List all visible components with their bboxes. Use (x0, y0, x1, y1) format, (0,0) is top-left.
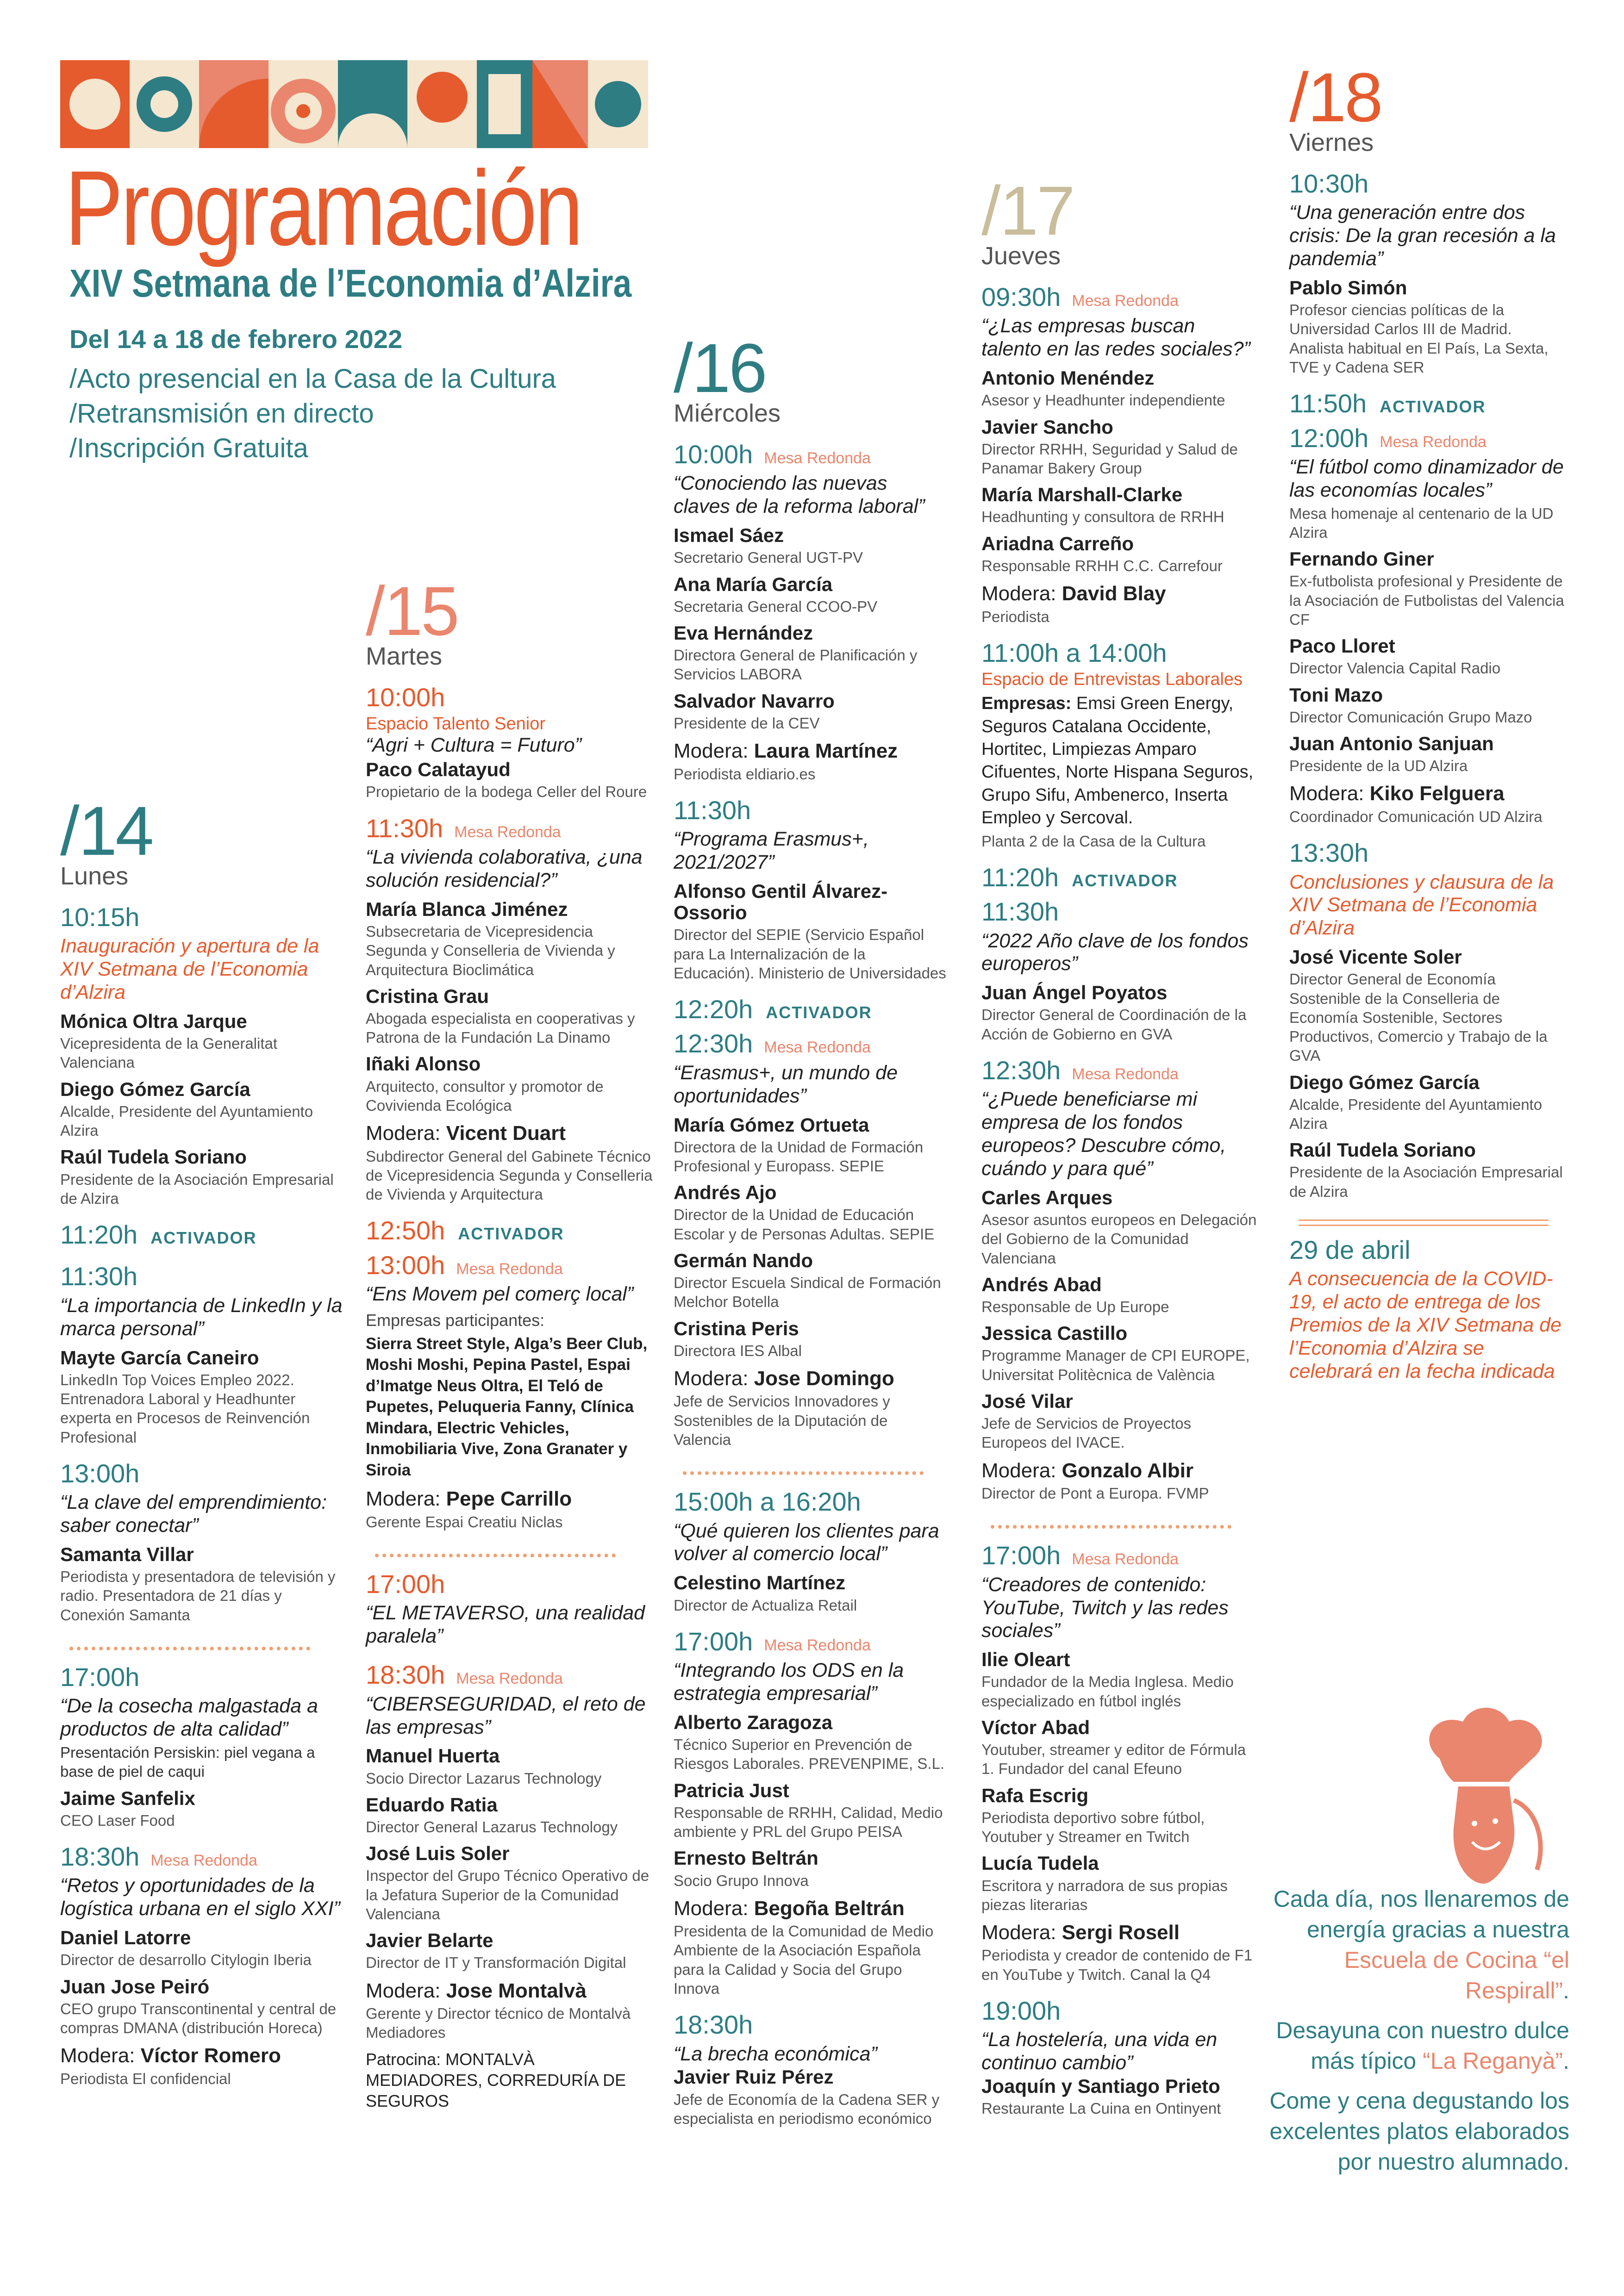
day-header (674, 329, 947, 407)
session-time: 12:50h ACTIVADOR (366, 1216, 564, 1245)
moderator: Modera: Kiko Felguera (1289, 782, 1505, 805)
day-name: Miércoles (674, 399, 781, 427)
session-title: “CIBERSEGURIDAD, el reto de las empresas” (366, 1692, 646, 1738)
moderator-role: Subdirector General del Gabinete Técnico de Vicepresidencia Segunda y Conselleria de Vivienda y Arquitectura (366, 1147, 653, 1203)
day-column-18 (1289, 58, 1567, 1383)
speaker-role: Director Valencia Capital Radio (1289, 660, 1501, 677)
info-line-stream: /Retransmisión en directo (69, 398, 374, 429)
speaker-name: Raúl Tudela Soriano (1289, 1139, 1476, 1161)
speaker-name: Juan Ángel Poyatos (981, 982, 1168, 1004)
session-time: 10:00h Mesa Redonda (674, 440, 871, 469)
chef-illustration (1407, 1703, 1565, 1893)
session-title: “Qué quieren los clientes para volver al comercio local” (674, 1519, 939, 1565)
mesa-redonda-tag: Mesa Redonda (456, 1260, 563, 1278)
session-subtitle: Espacio de Entrevistas Laborales (981, 670, 1243, 690)
speaker-name: Andrés Ajo (674, 1182, 777, 1204)
event-subtitle: XIV Setmana de l’Economia d’Alzira (69, 261, 632, 305)
speaker-role: Director de Actualiza Retail (674, 1596, 857, 1614)
speaker-role: Socio Director Lazarus Technology (366, 1769, 602, 1787)
day-header (981, 172, 1259, 249)
speaker-role: Programme Manager de CPI EUROPE, Universitat Politècnica de València (981, 1347, 1250, 1383)
speaker-name: Rafa Escrig (981, 1784, 1089, 1806)
session-title: “De la cosecha malgastada a productos de alta calidad” (60, 1695, 318, 1741)
speaker-name: Paco Calatayud (366, 759, 511, 781)
day-header (366, 572, 653, 650)
session-time: 13:30h (1289, 838, 1369, 868)
speaker-role: Director General de Economía Sostenible de la Conselleria de Economía Sostenible, Sectores Productivos, Comercio y Trabajo de la GVA (1289, 971, 1548, 1064)
session-title: “Integrando los ODS en la estrategia empresarial” (674, 1659, 904, 1705)
speaker-role: Directora de la Unidad de Formación Profesional y Europass. SEPIE (674, 1138, 924, 1175)
moderator-role: Presidenta de la Comunidad de Medio Ambiente de la Asociación Española para la Calidad y Socia del Grupo Innova (674, 1923, 934, 1997)
session-time: 11:20h ACTIVADOR (981, 862, 1178, 892)
mesa-redonda-tag: Mesa Redonda (1380, 433, 1487, 451)
divider (69, 1647, 310, 1650)
speaker-name: Juan Jose Peiró (60, 1975, 210, 1997)
session-time: 12:30h Mesa Redonda (981, 1055, 1179, 1085)
speaker-role: Arquitecto, consultor y promotor de Covivienda Ecológica (366, 1077, 604, 1114)
speaker-name: Javier Ruiz Pérez (674, 2066, 834, 2088)
speaker-name: Cristina Peris (674, 1317, 799, 1339)
speaker-name: Víctor Abad (981, 1716, 1090, 1738)
moderator: Modera: Víctor Romero (60, 2044, 281, 2067)
speaker-role: Ex-futbolista profesional y Presidente de la Asociación de Futbolistas del Valencia CF (1289, 572, 1564, 628)
speaker-role: Director General de Coordinación de la Acción de Gobierno en GVA (981, 1006, 1247, 1043)
speaker-name: José Luis Soler (366, 1842, 510, 1865)
speaker-role: Responsable de RRHH, Calidad, Medio ambiente y PRL del Grupo PEISA (674, 1804, 943, 1841)
speaker-name: Javier Belarte (366, 1929, 493, 1952)
speaker-role: Abogada especialista en cooperativas y Patrona de la Fundación La Dinamo (366, 1009, 635, 1046)
speaker-role: Jefe de Economía de la Cadena SER y especialista en periodismo económico (674, 2091, 940, 2127)
activador-badge: ACTIVADOR (1072, 871, 1178, 890)
moderator: Modera: Jose Domingo (674, 1367, 894, 1390)
divider (375, 1554, 616, 1557)
speaker-role: CEO grupo Transcontinental y central de compras DMANA (distribución Horeca) (60, 2000, 337, 2036)
moderator-role: Periodista eldiario.es (674, 765, 816, 783)
speaker-role: Presidente de la Asociación Empresarial de Alzira (1289, 1164, 1563, 1200)
speaker-name: Ernesto Beltrán (674, 1847, 818, 1869)
session-time: 09:30h Mesa Redonda (981, 282, 1179, 311)
speaker-name: Fernando Giner (1289, 548, 1434, 570)
speaker-name: Eva Hernández (674, 622, 813, 644)
divider (991, 1525, 1231, 1529)
moderator-role: Coordinador Comunicación UD Alzira (1289, 808, 1543, 825)
speaker-role: Fundador de la Media Inglesa. Medio especializado en fútbol inglés (981, 1673, 1234, 1710)
speaker-role: Presidente de la CEV (674, 714, 820, 732)
speaker-role: Headhunting y consultora de RRHH (981, 508, 1224, 526)
day-slash: / (674, 329, 691, 407)
speaker-role: Presidente de la UD Alzira (1289, 757, 1468, 775)
speaker-role: Asesor y Headhunter independiente (981, 392, 1225, 409)
session-time: 10:30h (1289, 169, 1369, 198)
session-subtitle: Espacio Talento Senior (366, 714, 545, 734)
session-title: “Erasmus+, un mundo de oportunidades” (674, 1061, 898, 1107)
speaker-name: Ismael Sáez (674, 524, 784, 547)
speaker-name: María Blanca Jiménez (366, 898, 568, 920)
activador-badge: ACTIVADOR (766, 1003, 872, 1022)
speaker-role: Profesor ciencias políticas de la Universidad Carlos III de Madrid. Analista habitual en El País, La Sexta, TVE y Cadena SER (1289, 301, 1549, 376)
speaker-role: Propietario de la bodega Celler del Roure (366, 783, 647, 801)
speaker-name: Andrés Abad (981, 1273, 1102, 1295)
session-time: 11:30h (60, 1262, 138, 1291)
kitchen-paragraph-2: Desayuna con nuestro dulce más típico “La Reganyà”. (1276, 2017, 1569, 2074)
speaker-name: Joaquín y Santiago Prieto (981, 2075, 1220, 2097)
session-title: “La brecha económica” (674, 2042, 877, 2065)
companies: Empresas: Emsi Green Energy, Seguros Catalana Occidente, Hortitec, Limpiezas Amparo Cifuentes, Norte Hispana Seguros, Grupo Sifu, Ambenerco, Inserta Empleo y Sercoval. (981, 694, 1254, 828)
moderator: Modera: Vicent Duart (366, 1122, 566, 1145)
day-name: Lunes (60, 862, 129, 890)
session-time: 15:00h a 16:20h (674, 1487, 861, 1517)
mesa-redonda-tag: Mesa Redonda (764, 449, 871, 467)
sweet-name: “La Reganyà” (1423, 2048, 1563, 2074)
speaker-role: Directora General de Planificación y Servicios LABORA (674, 647, 918, 683)
speaker-role: Presidente de la Asociación Empresarial de Alzira (60, 1170, 334, 1207)
day-column-15 (366, 572, 653, 2111)
school-name: Escuela de Cocina “el Respirall” (1344, 1947, 1569, 2004)
moderator: Modera: Gonzalo Albir (981, 1459, 1194, 1482)
session-title: “Una generación entre dos crisis: De la gran recesión a la pandemia” (1289, 201, 1556, 270)
sponsor: Patrocina: MONTALVÀ MEDIADORES, CORREDURÍA DE SEGUROS (366, 2049, 626, 2110)
day-name: Martes (366, 642, 443, 670)
speaker-role: Director del SEPIE (Servicio Español para La Internalización de la Educación). Ministerio de Universidades (674, 926, 946, 982)
session-time: 12:00h Mesa Redonda (1289, 423, 1487, 453)
moderator-role: Gerente y Director técnico de Montalvà Mediadores (366, 2005, 631, 2041)
speaker-name: Cristina Grau (366, 985, 489, 1007)
event-dates: Del 14 a 18 de febrero 2022 (69, 324, 403, 354)
session-title: “¿Puede beneficiarse mi empresa de los fondos europeos? Descubre cómo, cuándo y para qué” (981, 1088, 1226, 1180)
speaker-name: Ilie Oleart (981, 1649, 1070, 1671)
award-notice: A consecuencia de la COVID-19, el acto de entrega de los Premios de la XIV Setmana de l’Economia d’Alzira se celebrará en la fecha indicada (1289, 1268, 1562, 1382)
speaker-role: Vicepresidenta de la Generalitat Valenciana (60, 1035, 278, 1071)
session-time: 17:00h (60, 1662, 140, 1692)
speaker-role: Alcalde, Presidente del Ayuntamiento Alzira (60, 1102, 313, 1139)
session-title: “2022 Año clave de los fondos europeros” (981, 929, 1249, 975)
info-line-free: /Inscripción Gratuita (69, 433, 308, 463)
session-title: “Conociendo las nuevas claves de la reforma laboral” (674, 472, 925, 518)
speaker-name: Iñaki Alonso (366, 1053, 481, 1075)
session-description: Presentación Persiskin: piel vegana a base de piel de caqui (60, 1744, 315, 1780)
kitchen-info (1241, 1884, 1569, 2177)
participants-label: Empresas participantes: (366, 1310, 545, 1330)
speaker-role: Youtuber, streamer y editor de Fórmula 1. Fundador del canal Efeuno (981, 1741, 1246, 1778)
mesa-redonda-tag: Mesa Redonda (1072, 1065, 1179, 1083)
speaker-role: Director Comunicación Grupo Mazo (1289, 708, 1532, 726)
speaker-name: Mayte García Caneiro (60, 1346, 259, 1369)
moderator-role: Jefe de Servicios Innovadores y Sostenibles de la Diputación de Valencia (674, 1393, 890, 1448)
speaker-name: Lucía Tudela (981, 1852, 1099, 1874)
session-time: 17:00h Mesa Redonda (981, 1541, 1179, 1570)
session-time: 11:30h Mesa Redonda (366, 813, 561, 843)
speaker-name: José Vicente Soler (1289, 946, 1462, 968)
speaker-role: Jefe de Servicios de Proyectos Europeos del IVACE. (981, 1415, 1192, 1451)
session-time: 18:30h Mesa Redonda (60, 1842, 257, 1871)
speaker-role: Responsable RRHH C.C. Carrefour (981, 557, 1223, 574)
activador-badge: ACTIVADOR (150, 1228, 257, 1248)
day-column-16 (674, 329, 947, 2128)
mesa-redonda-tag: Mesa Redonda (150, 1851, 257, 1869)
session-title: Conclusiones y clausura de la XIV Setmana de l’Economia d’Alzira (1289, 871, 1554, 940)
speaker-name: Jaime Sanfelix (60, 1787, 195, 1809)
session-time: 10:00h (366, 683, 445, 712)
session-time: 11:50h ACTIVADOR (1289, 389, 1486, 418)
speaker-name: Alfonso Gentil Álvarez-Ossorio (674, 880, 888, 924)
info-line-venue: /Acto presencial en la Casa de la Cultura (69, 364, 556, 394)
day-number: 18 (1307, 58, 1381, 136)
mesa-redonda-tag: Mesa Redonda (1072, 1550, 1179, 1568)
session-title: “¿Las empresas buscan talento en las redes sociales?” (981, 315, 1250, 361)
activador-badge: ACTIVADOR (458, 1224, 564, 1244)
kitchen-paragraph-1: Cada día, nos llenaremos de energía gracias a nuestra Escuela de Cocina “el Respirall”. (1273, 1886, 1569, 2004)
moderator: Modera: Jose Montalvà (366, 1979, 587, 2002)
speaker-role: Restaurante La Cuina en Ontinyent (981, 2100, 1221, 2117)
speaker-role: Asesor asuntos europeos en Delegación del Gobierno de la Comunidad Valenciana (981, 1211, 1257, 1267)
activador-badge: ACTIVADOR (1380, 397, 1486, 417)
speaker-name: Eduardo Ratia (366, 1793, 498, 1816)
session-title: “La hostelería, una vida en continuo cambio” (981, 2028, 1218, 2074)
moderator: Modera: Begoña Beltrán (674, 1897, 905, 1920)
moderator-role: Gerente Espai Creatiu Niclas (366, 1513, 563, 1531)
logo (60, 60, 648, 148)
speaker-name: Alberto Zaragoza (674, 1711, 833, 1733)
speaker-role: Director de la Unidad de Educación Escolar y de Personas Adultas. SEPIE (674, 1206, 935, 1243)
speaker-name: Ana María García (674, 573, 833, 595)
speaker-role: Alcalde, Presidente del Ayuntamiento Alzira (1289, 1095, 1543, 1132)
speaker-name: Patricia Just (674, 1779, 789, 1801)
speaker-role: Responsable de Up Europe (981, 1298, 1169, 1315)
speaker-name: Javier Sancho (981, 416, 1113, 438)
speaker-name: Toni Mazo (1289, 684, 1383, 706)
participants-list: Sierra Street Style, Alga’s Beer Club, Moshi Moshi, Pepina Pastel, Espai d’Imatge Neus Oltra, El Teló de Pupetes, Peluqueria Fanny, Clínica Mindara, Electric Vehicles, Inmobiliaria Vive, Zona Granater y Siroia (366, 1334, 648, 1479)
speaker-role: Escritora y narradora de sus propias piezas literarias (981, 1877, 1228, 1913)
day-number: 17 (999, 172, 1074, 249)
speaker-role: CEO Laser Food (60, 1811, 175, 1829)
session-title: “El fútbol como dinamizador de las economías locales” (1289, 455, 1564, 501)
day-slash: / (60, 792, 78, 870)
moderator-role: Periodista (981, 608, 1049, 625)
speaker-name: Pablo Simón (1289, 277, 1407, 299)
session-description: Mesa homenaje al centenario de la UD Alzira (1289, 504, 1554, 541)
speaker-name: Antonio Menéndez (981, 367, 1155, 389)
session-time: 12:20h ACTIVADOR (674, 995, 872, 1024)
day-slash: / (981, 172, 999, 249)
session-title: “Agri + Cultura = Futuro” (366, 734, 582, 757)
session-time: 18:30h (674, 2010, 753, 2040)
double-divider (1299, 1220, 1549, 1226)
logo-graphic (60, 60, 648, 148)
page-title: Programación (65, 149, 581, 268)
session-title: “La vivienda colaborativa, ¿una solución residencial?” (366, 846, 643, 891)
speaker-role: Técnico Superior en Prevención de Riesgos Laborales. PREVENPIME, S.L. (674, 1736, 945, 1773)
speaker-role: Secretaria General CCOO-PV (674, 597, 878, 615)
speaker-role: LinkedIn Top Voices Empleo 2022. Entrenadora Laboral y Headhunter experta en Procesos de Reinvención Profesional (60, 1371, 310, 1446)
speaker-role: Periodista y presentadora de televisión y radio. Presentadora de 21 días y Conexión Samanta (60, 1568, 336, 1624)
session-time: 12:30h Mesa Redonda (674, 1029, 871, 1058)
moderator: Modera: Sergi Rosell (981, 1921, 1180, 1944)
day-number: 16 (692, 329, 766, 407)
speaker-role: Director de desarrollo Citylogin Iberia (60, 1951, 312, 1969)
moderator-role: Periodista El confidencial (60, 2070, 231, 2087)
day-number: 15 (384, 572, 458, 650)
speaker-name: Ariadna Carreño (981, 532, 1134, 554)
speaker-name: María Marshall-Clarke (981, 484, 1183, 506)
speaker-role: Director General Lazarus Technology (366, 1818, 618, 1836)
day-number: 14 (78, 792, 152, 870)
session-title: “Creadores de contenido: YouTube, Twitch y las redes sociales” (981, 1573, 1229, 1642)
speaker-name: Diego Gómez García (60, 1078, 250, 1100)
session-location: Planta 2 de la Casa de la Cultura (981, 832, 1206, 850)
speaker-name: Celestino Martínez (674, 1572, 846, 1594)
day-name: Viernes (1289, 129, 1374, 156)
speaker-name: Daniel Latorre (60, 1927, 191, 1949)
speaker-role: Inspector del Grupo Técnico Operativo de la Jefatura Superior de la Comunidad Valenciana (366, 1867, 650, 1923)
day-header (1289, 58, 1567, 136)
session-title: “EL METAVERSO, una realidad paralela” (366, 1602, 645, 1648)
day-name: Jueves (981, 242, 1061, 270)
speaker-role: Director de IT y Transformación Digital (366, 1954, 626, 1972)
mesa-redonda-tag: Mesa Redonda (456, 1670, 563, 1688)
session-title: “Programa Erasmus+, 2021/2027” (674, 828, 869, 874)
speaker-role: Socio Grupo Innova (674, 1872, 809, 1889)
session-title: “Retos y oportunidades de la logística urbana en el siglo XXI” (60, 1874, 340, 1920)
speaker-name: Samanta Villar (60, 1543, 194, 1565)
day-column-14 (60, 792, 343, 2088)
mesa-redonda-tag: Mesa Redonda (1072, 292, 1179, 310)
session-time: 18:30h Mesa Redonda (366, 1660, 563, 1690)
speaker-name: Jessica Castillo (981, 1322, 1128, 1344)
day-column-17 (981, 172, 1259, 2118)
speaker-role: Secretario General UGT-PV (674, 549, 863, 566)
session-time: 11:00h a 14:00h (981, 638, 1167, 667)
moderator: Modera: Laura Martínez (674, 740, 898, 763)
mesa-redonda-tag: Mesa Redonda (454, 823, 561, 841)
speaker-name: Salvador Navarro (674, 690, 835, 712)
speaker-name: Juan Antonio Sanjuan (1289, 733, 1494, 755)
speaker-name: Germán Nando (674, 1249, 813, 1271)
session-title: “Ens Movem pel comerç local” (366, 1283, 634, 1306)
day-slash: / (366, 572, 383, 650)
day-slash: / (1289, 58, 1307, 136)
moderator-role: Director de Pont a Europa. FVMP (981, 1485, 1209, 1502)
speaker-name: Carles Arques (981, 1186, 1113, 1208)
speaker-name: Manuel Huerta (366, 1745, 500, 1767)
chef-icon (1407, 1703, 1565, 1893)
session-time: 11:30h (674, 795, 751, 825)
session-time: 11:20h ACTIVADOR (60, 1220, 257, 1250)
divider (683, 1471, 924, 1475)
moderator-role: Periodista y creador de contenido de F1 en YouTube y Twitch. Canal la Q4 (981, 1947, 1253, 1983)
speaker-role: Directora IES Albal (674, 1342, 802, 1359)
speaker-role: Director Escuela Sindical de Formación Melchor Botella (674, 1274, 941, 1311)
moderator: Modera: David Blay (981, 582, 1166, 605)
speaker-name: María Gómez Ortueta (674, 1114, 869, 1136)
speaker-role: Director RRHH, Seguridad y Salud de Panamar Bakery Group (981, 440, 1238, 477)
moderator: Modera: Pepe Carrillo (366, 1487, 572, 1511)
speaker-name: Paco Lloret (1289, 635, 1395, 657)
award-date: 29 de abril (1289, 1235, 1411, 1264)
session-title: “La importancia de LinkedIn y la marca personal” (60, 1294, 343, 1340)
session-title: “La clave del emprendimiento: saber conectar” (60, 1491, 327, 1537)
mesa-redonda-tag: Mesa Redonda (764, 1636, 871, 1654)
session-time: 13:00h Mesa Redonda (366, 1250, 563, 1280)
speaker-name: Mónica Oltra Jarque (60, 1010, 247, 1033)
speaker-name: José Vilar (981, 1390, 1073, 1412)
session-title: Inauguración y apertura de la XIV Setmana de l’Economia d’Alzira (60, 935, 319, 1004)
speaker-role: Periodista deportivo sobre fútbol, Youtuber y Streamer en Twitch (981, 1809, 1205, 1846)
day-header (60, 792, 343, 870)
speaker-name: Diego Gómez García (1289, 1071, 1480, 1093)
session-time: 13:00h (60, 1458, 140, 1488)
session-time: 11:30h (981, 897, 1059, 927)
session-time: 17:00h Mesa Redonda (674, 1626, 871, 1656)
kitchen-paragraph-3: Come y cena degustando los excelentes platos elaborados por nuestro alumnado. (1269, 2088, 1569, 2175)
speaker-role: Subsecretaria de Vicepresidencia Segunda y Conselleria de Vivienda y Arquitectura Bioclimática (366, 923, 615, 978)
session-time: 19:00h (981, 1996, 1061, 2025)
speaker-name: Raúl Tudela Soriano (60, 1146, 247, 1168)
session-time: 17:00h (366, 1569, 445, 1599)
session-time: 10:15h (60, 902, 140, 932)
mesa-redonda-tag: Mesa Redonda (764, 1039, 871, 1057)
